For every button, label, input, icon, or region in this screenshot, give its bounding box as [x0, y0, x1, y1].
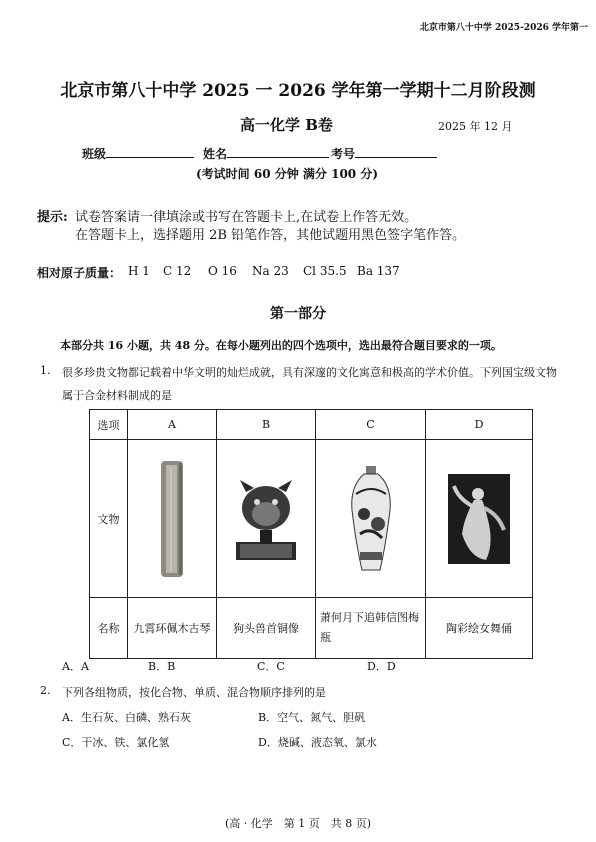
- atomic-mass-item: O 16: [208, 264, 237, 278]
- tips-label: 提示:: [37, 210, 68, 225]
- artifact-name: 狗头兽首铜像: [217, 598, 316, 659]
- table-header-cell: B: [217, 410, 316, 440]
- question-2-text: 下列各组物质，按化合物、单质、混合物顺序排列的是: [62, 686, 326, 699]
- q1-option-b[interactable]: B．B: [148, 660, 176, 673]
- name-blank[interactable]: [227, 146, 329, 158]
- id-blank[interactable]: [355, 146, 437, 158]
- header-corner-text: 北京市第八十中学 2025-2026 学年第一: [419, 23, 588, 33]
- atomic-mass-item: Cl 35.5: [303, 264, 347, 278]
- exam-subtitle: 高一化学 B卷: [240, 116, 333, 134]
- atomic-mass-label: 相对原子质量：: [37, 266, 122, 280]
- question-1-number: 1.: [40, 364, 51, 377]
- exam-date: 2025 年 12 月: [438, 120, 513, 133]
- id-field: [331, 145, 437, 162]
- artifact-name: 九霄环佩木古琴: [128, 598, 217, 659]
- q1-option-a[interactable]: A．A: [62, 660, 89, 673]
- table-header-row: [90, 410, 533, 440]
- tip-line-2: 在答题卡上，选择题用 2B 铅笔作答，其他试题用黑色签字笔作答。: [75, 228, 466, 243]
- exam-title: 北京市第八十中学 2025 一 2026 学年第一学期十二月阶段测: [60, 81, 536, 101]
- page-footer: (高 · 化学 第 1 页 共 8 页): [224, 817, 372, 830]
- name-field: [203, 145, 329, 162]
- name-label: 姓名: [203, 147, 228, 161]
- part-intro: 本部分共 16 小题，共 48 分。在每小题列出的四个选项中，选出最符合题目要求的一项。: [60, 339, 502, 352]
- time-info: (考试时间 60 分钟 满分 100 分): [196, 167, 378, 181]
- atomic-mass-item: H 1: [128, 264, 150, 278]
- table-name-row: [90, 598, 533, 659]
- question-1-text-line2: 属于合金材料制成的是: [62, 389, 172, 402]
- dancing-figurine-image: [426, 440, 533, 598]
- class-field: [82, 145, 194, 162]
- table-header-cell: D: [426, 410, 533, 440]
- name-row-label: 名称: [90, 598, 128, 659]
- q1-option-d[interactable]: D．D: [367, 660, 396, 673]
- id-label: 考号: [331, 147, 356, 161]
- q2-option-d[interactable]: D．烧碱、液态氧、氯水: [258, 736, 377, 749]
- q2-option-a[interactable]: A．生石灰、白磷、熟石灰: [62, 711, 191, 724]
- atomic-mass-item: Na 23: [252, 264, 289, 278]
- part-title: 第一部分: [270, 306, 326, 322]
- class-blank[interactable]: [106, 146, 194, 158]
- table-header-cell: 选项: [90, 410, 128, 440]
- class-label: 班级: [82, 147, 107, 161]
- artifact-row-label: 文物: [90, 440, 128, 598]
- guqin-image: [128, 440, 217, 598]
- question-2-number: 2.: [40, 684, 51, 697]
- meiping-vase-image: [316, 440, 426, 598]
- artifact-name: 萧何月下追韩信图梅瓶: [316, 598, 426, 659]
- artifact-table: [89, 409, 533, 659]
- artifact-name: 陶彩绘女舞俑: [426, 598, 533, 659]
- question-1-text-line1: 很多珍贵文物都记载着中华文明的灿烂成就，具有深邃的文化寓意和极高的学术价值。下列国宝级文物: [62, 366, 557, 379]
- q2-option-c[interactable]: C．干冰、铁、氯化氢: [62, 736, 170, 749]
- q2-option-b[interactable]: B．空气、氮气、胆矾: [258, 711, 366, 724]
- bronze-dog-head-image: [217, 440, 316, 598]
- table-artifact-row: [90, 440, 533, 598]
- table-header-cell: C: [316, 410, 426, 440]
- tip-line-1: 试卷答案请一律填涂或书写在答题卡上,在试卷上作答无效。: [75, 210, 418, 225]
- atomic-mass-item: C 12: [163, 264, 192, 278]
- q1-option-c[interactable]: C．C: [257, 660, 285, 673]
- atomic-mass-item: Ba 137: [357, 264, 400, 278]
- table-header-cell: A: [128, 410, 217, 440]
